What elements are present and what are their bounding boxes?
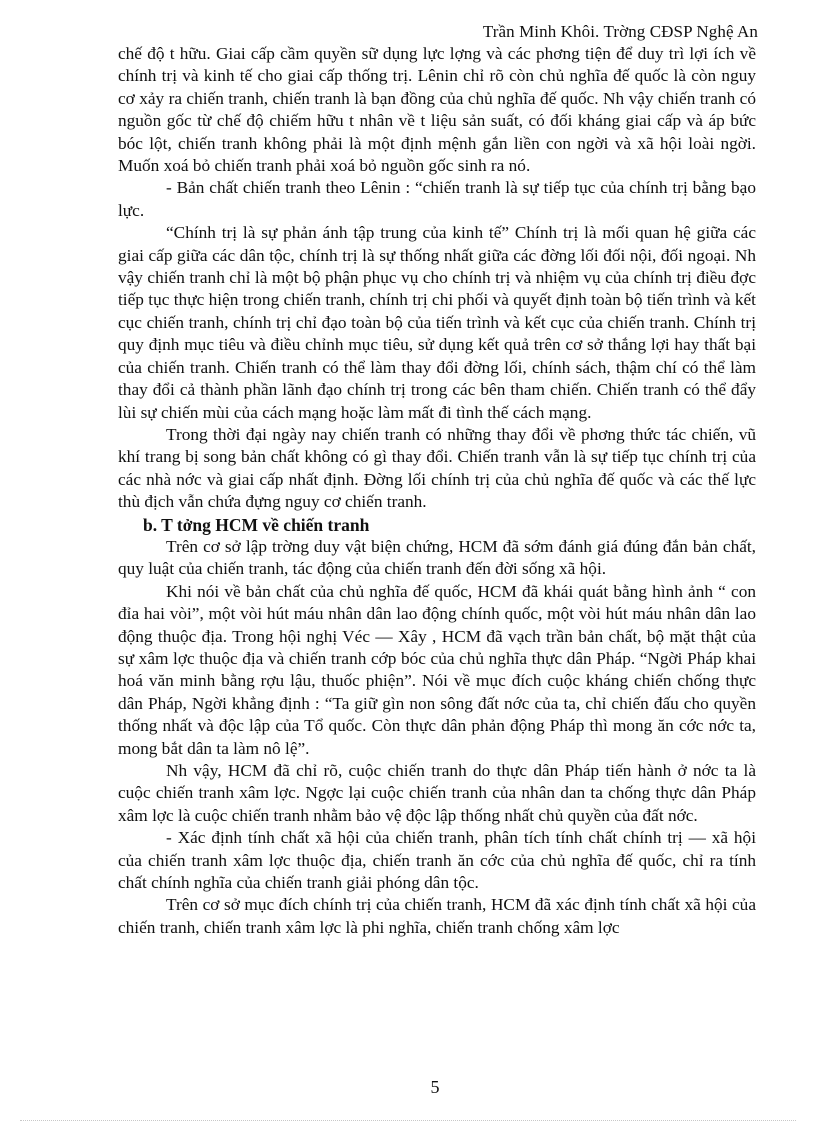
paragraph-social-nature: - Xác định tính chất xã hội của chiến tranh, phân tích tính chất chính trị — xã hội của chiến tranh xâm lợc thuộc địa, chiến tranh ăn cớc của chủ nghĩa đế quốc, chỉ ra tính chất chính nghĩa của chiến tranh giải phóng dân tộc. xyxy=(118,828,756,893)
paragraph-modern-era: Trong thời đại ngày nay chiến tranh có những thay đổi về phơng thức tác chiến, vũ khí trang bị song bản chất không có gì thay đổi. Chiến tranh vẫn là sự tiếp tục chính trị của các nhà nớc và giai cấp nhất định. Đờng lối chính trị của chủ nghĩa đế quốc và các thế lực thù địch vẫn chứa đựng nguy cơ chiến tranh. xyxy=(118,424,756,512)
section-heading-hcm: b. T tởng HCM về chiến tranh xyxy=(143,514,370,535)
paragraph-french-war: Nh vậy, HCM đã chỉ rõ, cuộc chiến tranh do thực dân Pháp tiến hành ở nớc ta là cuộc chiến tranh xâm lợc. Ngợc lại cuộc chiến tranh của nhân dan ta chống thực dân Pháp xâm lợc là cuộc chiến tranh nhằm bảo vệ độc lập thống nhất chủ quyền của đất nớc. xyxy=(118,761,756,825)
paragraph-political-purpose: Trên cơ sở mục đích chính trị của chiến tranh, HCM đã xác định tính chất xã hội của chiến tranh, chiến tranh xâm lợc là phi nghĩa, chiến tranh chống xâm lợc xyxy=(118,895,756,937)
paragraph-politics-economy: “Chính trị là sự phản ánh tập trung của kinh tế” Chính trị là mối quan hệ giữa các giai cấp giữa các dân tộc, chính trị là sự thống nhất giữa các đờng lối đối nội, đối ngoại. Nh vậy chiến tranh chỉ là một bộ phận phục vụ cho chính trị và nhiệm vụ của chính trị điều đợc tiếp tục thực hiện trong chiến tranh, chính trị chi phối và quyết định toàn bộ tiến trình và kết cục chiến tranh, chính trị chỉ đạo toàn bộ của tiến trình và kết cục của chiến tranh. Chính trị quy định mục tiêu và điều chỉnh mục tiêu, sử dụng kết quả trên cơ sở thắng lợi hay thất bại của chiến tranh. Chiến tranh có thể làm thay đổi đờng lối, chính sách, thậm chí có thể làm thay đổi cả thành phần lãnh đạo chính trị trong các bên tham chiến. Chiến tranh có thể đẩy lùi sự chiến mùi của cách mạng hoặc làm mất đi tình thế cách mạng. xyxy=(118,223,756,422)
paragraph-origin-of-war: chế độ t hữu. Giai cấp cầm quyền sữ dụng lực lợng và các phơng tiện để duy trì lợi ích về chính trị và kinh tế cho giai cấp thống trị. Lênin chỉ rõ còn chủ nghĩa đế quốc là còn nguy cơ xảy ra chiến tranh, chiến tranh là bạn đồng của chủ nghĩa đế quốc. Nh vậy chiến tranh có nguồn gốc từ chế độ chiếm hữu t nhân về t liệu sản suất, có đối kháng giai cấp và áp bức bóc lột, chiến tranh không phải là một định mệnh gắn liền con ngời và xã hội loài ngời. Muốn xoá bỏ chiến tranh phải xoá bỏ nguồn gốc sinh ra nó. xyxy=(118,44,756,176)
paragraph-hcm-basis: Trên cơ sở lập trờng duy vật biện chứng, HCM đã sớm đánh giá đúng đắn bản chất, quy luật của chiến tranh, tác động của chiến tranh đến đời sống xã hội. xyxy=(118,536,756,579)
page-header: Trần Minh Khôi. Trờng CĐSP Nghệ An xyxy=(482,22,758,41)
paragraph-lenin-nature: - Bản chất chiến tranh theo Lênin : “chiến tranh là sự tiếp tục của chính trị bằng bạo lực. xyxy=(118,178,756,220)
page-bottom-divider xyxy=(20,1120,796,1121)
document-body xyxy=(118,43,756,939)
paragraph-imperialism-leech: Khi nói về bản chất của chủ nghĩa đế quốc, HCM đã khái quát bằng hình ảnh “ con đỉa hai vòi”, một vòi hút máu nhân dân lao động chính quốc, một vòi hút máu nhân dân lao động thuộc địa. Trong hội nghị Véc — Xây , HCM đã vạch trần bản chất, bộ mặt thật của sự xâm lợc thuộc địa và chiến tranh cớp bóc của chủ nghĩa thực dân Pháp. “Ngời Pháp khai hoá văn minh bằng rợu lậu, thuốc phiện”. Nói về mục đích cuộc kháng chiến chống thực dân Pháp, Ngời khẳng định : “Ta giữ gìn non sông đất nớc của ta, chỉ chiến đấu cho quyền thống nhất và độc lập của Tổ quốc. Còn thực dân phản động Pháp thì mong ăn cớc nớc ta, mong bắt dân ta làm nô lệ”. xyxy=(118,581,756,758)
page-number: 5 xyxy=(430,1077,440,1097)
